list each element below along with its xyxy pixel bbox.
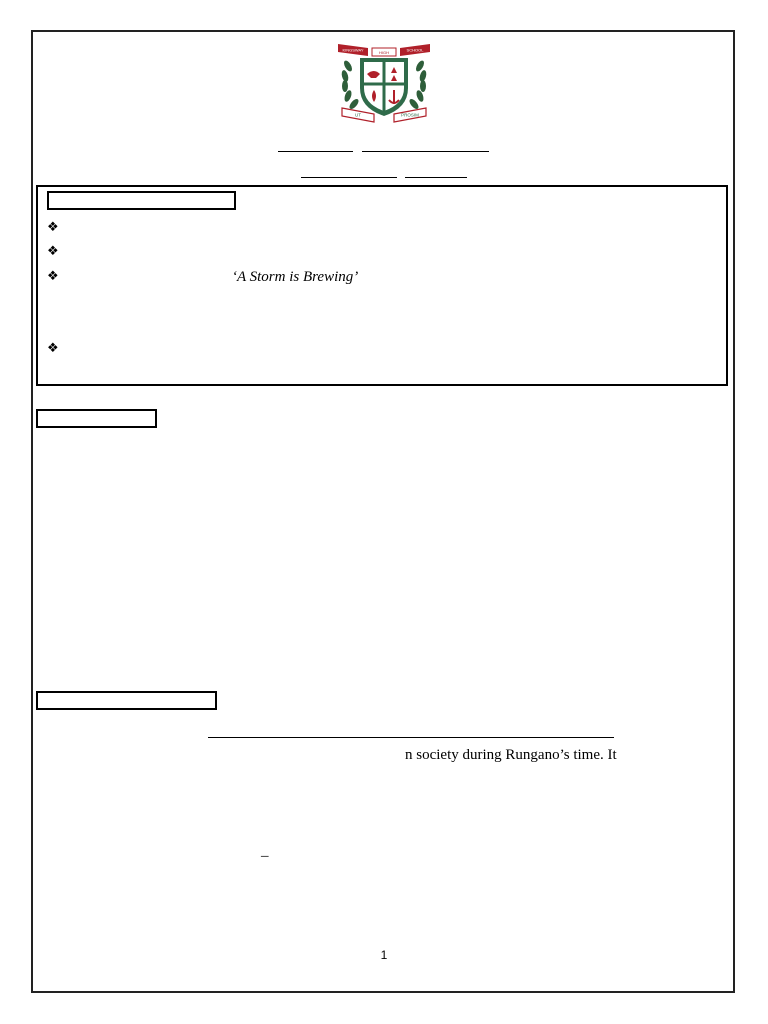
school-crest-logo — [334, 38, 434, 124]
crest-ribbon-right: SCHOOL — [406, 47, 424, 53]
page-number: 1 — [380, 948, 388, 962]
header-underline-2b — [405, 177, 467, 178]
objectives-box — [36, 185, 728, 386]
objective-bullet-1: ❖ — [47, 220, 59, 235]
objective-bullet-3: ❖ — [47, 269, 59, 284]
objectives-heading-box — [47, 191, 236, 210]
section-heading-box-1 — [36, 409, 157, 428]
body-underline — [208, 737, 614, 738]
header-underline-1b — [362, 151, 489, 152]
section-heading-box-2 — [36, 691, 217, 710]
body-dash: – — [261, 848, 269, 864]
page-border — [31, 30, 735, 993]
crest-ribbon-left: KINGSWAY — [342, 47, 364, 53]
objective-bullet-2: ❖ — [47, 244, 59, 259]
objective-italic-title: ‘A Storm is Brewing’ — [232, 269, 359, 285]
crest-ribbon-center: HIGH — [379, 50, 389, 55]
crest-motto-right: PROSIM — [401, 112, 419, 118]
header-underline-2a — [301, 177, 397, 178]
body-line-fragment: n society during Rungano’s time. It — [405, 747, 617, 763]
crest-motto-left: UT — [355, 112, 361, 118]
objective-bullet-4: ❖ — [47, 341, 59, 356]
header-underline-1a — [278, 151, 353, 152]
